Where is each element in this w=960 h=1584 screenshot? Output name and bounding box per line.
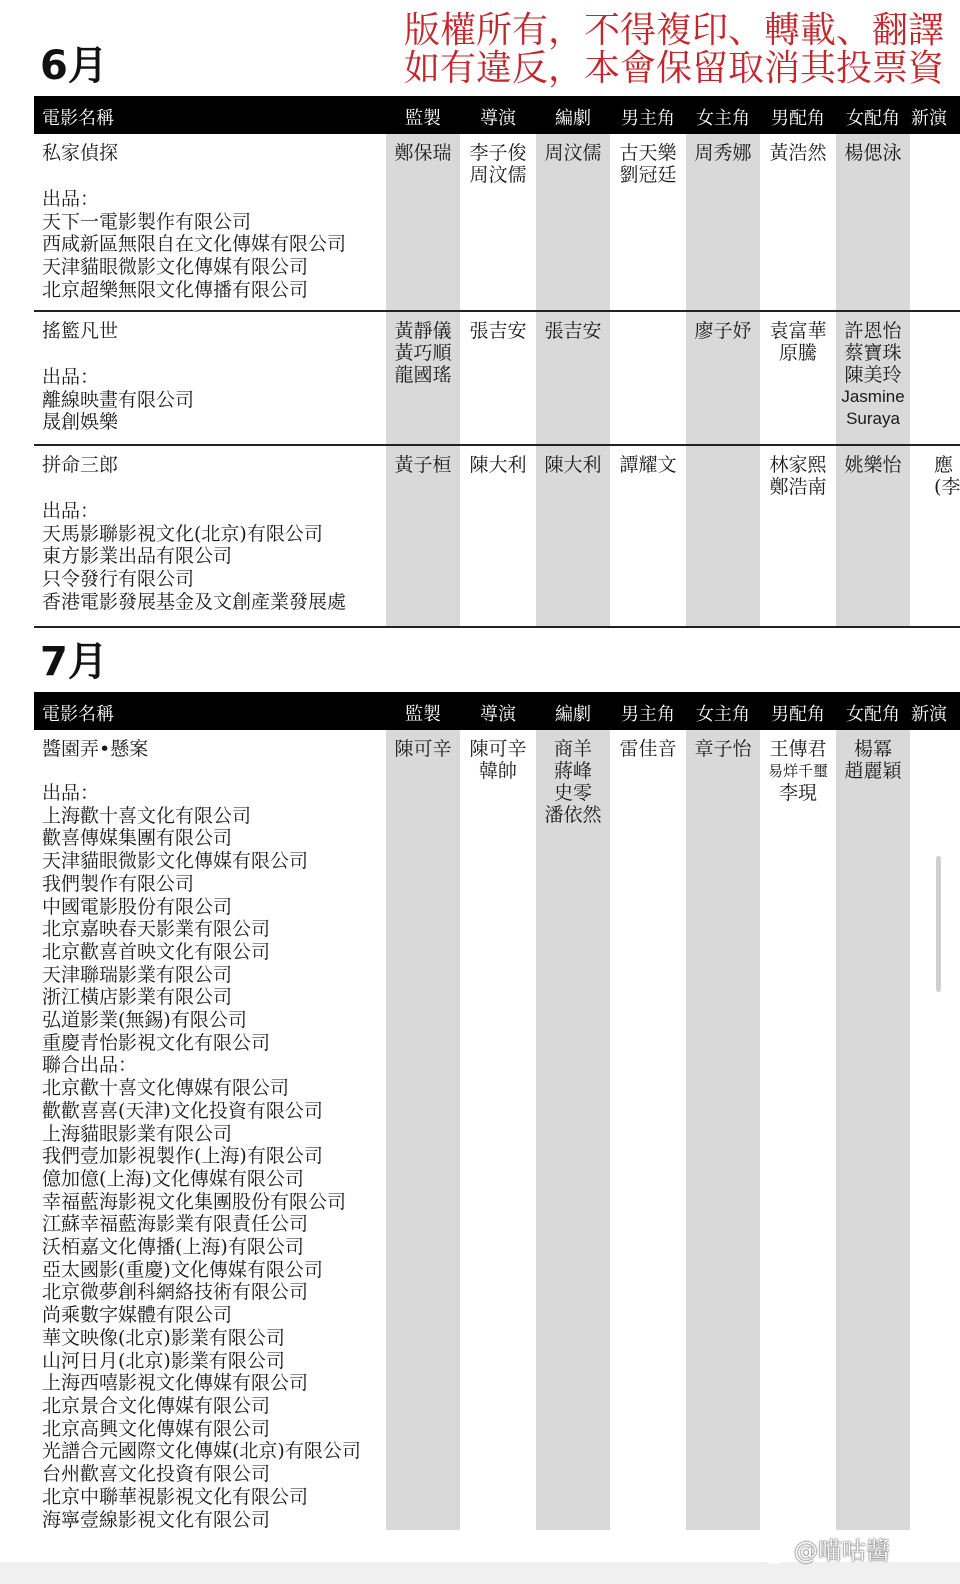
cell-producer [386, 142, 460, 164]
film-title: 搖籃凡世 [42, 320, 119, 342]
producer-company: 天津貓眼微影文化傳媒有限公司 [42, 850, 309, 873]
header-director: 導演 [480, 704, 516, 725]
notice-line-1: 版權所有，不得複印、轉載、翻譯 [404, 10, 945, 51]
table-row [34, 730, 960, 1530]
header-supporting-actor: 男配角 [771, 704, 825, 725]
producer-company: 北京嘉映春天影業有限公司 [42, 918, 271, 941]
cell-screenwriter [536, 142, 610, 164]
producer-company: 北京景合文化傳媒有限公司 [42, 1394, 271, 1417]
nominee-name: 章子怡 [694, 738, 752, 760]
nominee-name: 韓帥 [478, 760, 517, 782]
nominee-name: 蔡寶珠 [844, 342, 902, 364]
nominee-name: 黃子桓 [394, 454, 452, 476]
nominee-name: 鄭保瑞 [394, 142, 452, 164]
cell-screenwriter [536, 738, 610, 826]
producer-company: 我們壹加影視製作(上海)有限公司 [42, 1145, 323, 1168]
nominee-name: 陳可辛 [394, 738, 452, 760]
header-actor: 男主角 [621, 108, 675, 129]
producer-company: 北京中聯華視影視文化有限公司 [42, 1485, 309, 1508]
nominee-name: 許恩怡 [844, 320, 902, 342]
producer-list [42, 500, 346, 614]
producer-company: 歡喜傳媒集團有限公司 [42, 827, 233, 850]
table-row [34, 312, 960, 444]
header-actress: 女主角 [696, 704, 750, 725]
cell-screenwriter [536, 320, 610, 342]
cell-screenwriter [536, 454, 610, 476]
producer-company: 浙江橫店影業有限公司 [42, 986, 233, 1009]
producer-company: 西咸新區無限自在文化傳媒有限公司 [42, 233, 347, 256]
producer-company: 上海歡十喜文化有限公司 [42, 804, 252, 827]
film-title: 醬園弄•懸案 [42, 738, 149, 760]
cell-supporting-actor [761, 454, 835, 498]
nominee-name: 廖子妤 [694, 320, 752, 342]
producer-list [42, 366, 194, 434]
header-film-name: 電影名稱 [42, 108, 114, 129]
co-producer-label: 聯合出品： [42, 1054, 138, 1077]
producer-company: 天下一電影製作有限公司 [42, 210, 252, 233]
cell-producer [386, 320, 460, 386]
header-screenwriter: 編劇 [555, 704, 591, 725]
producer-company: 弘道影業(無錫)有限公司 [42, 1009, 247, 1032]
producer-company: 上海西嘻影視文化傳媒有限公司 [42, 1372, 309, 1395]
producer-company: 華文映像(北京)影業有限公司 [42, 1326, 285, 1349]
cell-actor [611, 738, 685, 760]
header-screenwriter: 編劇 [555, 108, 591, 129]
nominee-name: 黃巧順 [394, 342, 452, 364]
producer-label: 出品： [42, 366, 100, 388]
header-supporting-actress: 女配角 [846, 108, 900, 129]
nominee-name: 陳可辛 [469, 738, 527, 760]
month-title-july: 7月 [40, 639, 108, 685]
copyright-notice [404, 12, 960, 88]
producer-company: 上海貓眼影業有限公司 [42, 1122, 233, 1145]
cell-director [461, 738, 535, 782]
nominee-name: 應 [934, 454, 954, 476]
nominee-name: 潘依然 [544, 804, 602, 826]
producer-list [42, 188, 346, 302]
producer-company: 天津貓眼微影文化傳媒有限公司 [42, 256, 309, 279]
nominee-name: 商羊 [553, 738, 592, 760]
producer-company: 晟創娛樂 [42, 411, 119, 434]
producer-company: 歡歡喜喜(天津)文化投資有限公司 [42, 1099, 323, 1122]
cell-new-performer [934, 454, 960, 498]
cell-actress [686, 142, 760, 164]
table-july [34, 692, 960, 1532]
header-producer: 監製 [405, 108, 441, 129]
weibo-icon [760, 1540, 788, 1564]
cell-director [461, 320, 535, 342]
notice-line-2: 如有違反，本會保留取消其投票資 [404, 48, 945, 89]
nominee-name: 林家熙 [769, 454, 827, 476]
cell-supporting-actor [761, 320, 835, 364]
nominee-name: 張吉安 [469, 320, 527, 342]
header-director: 導演 [480, 108, 516, 129]
film-title: 私家偵探 [42, 142, 119, 164]
watermark-text: @喵咕醬 [794, 1537, 890, 1565]
producer-company: 幸福藍海影視文化集團股份有限公司 [42, 1190, 347, 1213]
producer-list [42, 782, 361, 1531]
producer-company: 香港電影發展基金及文創產業發展處 [42, 590, 347, 613]
producer-company: 江蘇幸福藍海影業有限責任公司 [42, 1213, 309, 1236]
nominee-name: 譚耀文 [619, 454, 677, 476]
nominee-name: 李現 [778, 782, 817, 804]
header-supporting-actor: 男配角 [771, 108, 825, 129]
producer-company: 山河日月(北京)影業有限公司 [42, 1349, 285, 1372]
header-new-performer: 新演 [911, 704, 947, 725]
header-supporting-actress: 女配角 [846, 704, 900, 725]
nominee-name: 袁富華 [769, 320, 827, 342]
nominee-name: Suraya [846, 409, 900, 428]
nominee-name: 陳美玲 [844, 364, 902, 386]
producer-label: 出品： [42, 188, 100, 210]
cell-actor [611, 454, 685, 476]
nominee-name: 原騰 [778, 342, 817, 364]
film-title: 拼命三郎 [42, 454, 119, 476]
producer-label: 出品： [42, 782, 100, 804]
nominee-name: 黃浩然 [769, 142, 827, 164]
producer-company: 我們製作有限公司 [42, 872, 195, 895]
nominee-name: 易烊千璽 [767, 762, 828, 780]
producer-company: 光譜合元國際文化傳媒(北京)有限公司 [42, 1440, 361, 1463]
nominee-name: 雷佳音 [619, 738, 677, 760]
cell-supporting-actress [836, 738, 910, 782]
nominee-name: 王傳君 [769, 738, 827, 760]
watermark [760, 1536, 890, 1566]
cell-producer [386, 738, 460, 760]
nominee-name: 劉冠廷 [619, 164, 677, 186]
producer-company: 亞太國影(重慶)文化傳媒有限公司 [42, 1258, 323, 1281]
row-divider [34, 626, 960, 628]
cell-supporting-actor [761, 738, 835, 804]
nominee-name: 張吉安 [544, 320, 602, 342]
month-title-june: 6月 [40, 43, 108, 89]
nominee-name: 李子俊 [469, 142, 527, 164]
producer-company: 中國電影股份有限公司 [42, 895, 233, 918]
producer-company: 台州歡喜文化投資有限公司 [42, 1463, 271, 1486]
nominee-name: 古天樂 [619, 142, 677, 164]
table-header [34, 692, 960, 730]
producer-company: 沃栢嘉文化傳播(上海)有限公司 [42, 1236, 304, 1259]
cell-actor [611, 142, 685, 186]
nominee-name: 陳大利 [544, 454, 602, 476]
scrollbar[interactable] [936, 856, 941, 992]
nominee-name: 黃靜儀 [394, 320, 452, 342]
producer-company: 東方影業出品有限公司 [42, 545, 233, 568]
producer-company: 重慶青怡影視文化有限公司 [42, 1031, 271, 1054]
nominee-name: 楊冪 [853, 738, 892, 760]
cell-supporting-actress [836, 320, 910, 430]
table-row [34, 134, 960, 310]
table-header [34, 96, 960, 134]
producer-company: 北京歡十喜文化傳媒有限公司 [42, 1077, 290, 1100]
nominee-name: 鄭浩南 [769, 476, 827, 498]
nominee-name: 姚樂怡 [844, 454, 902, 476]
nominee-name: 楊偲泳 [844, 142, 902, 164]
producer-company: 北京微夢創科網絡技術有限公司 [42, 1281, 309, 1304]
cell-actress [686, 320, 760, 342]
producer-company: 離線映畫有限公司 [42, 388, 195, 411]
table-june [34, 96, 960, 628]
producer-company: 尚乘數字媒體有限公司 [42, 1304, 233, 1327]
nominee-name: 周汶儒 [544, 142, 602, 164]
producer-company: 億加億(上海)文化傳媒有限公司 [42, 1167, 304, 1190]
table-row [34, 446, 960, 626]
cell-supporting-actress [836, 142, 910, 164]
nominee-name: 史零 [553, 782, 592, 804]
header-producer: 監製 [405, 704, 441, 725]
nominee-name: 蔣峰 [553, 760, 592, 782]
producer-company: 海寧壹線影視文化有限公司 [42, 1508, 271, 1531]
producer-label: 出品： [42, 500, 100, 522]
cell-producer [386, 454, 460, 476]
cell-supporting-actress [836, 454, 910, 476]
cell-actress [686, 738, 760, 760]
cell-supporting-actor [761, 142, 835, 164]
producer-company: 只令發行有限公司 [42, 568, 195, 591]
header-new-performer: 新演 [911, 108, 947, 129]
nominee-name: 周秀娜 [694, 142, 752, 164]
nominee-name: (李 [934, 476, 960, 498]
nominee-name: 周汶儒 [469, 164, 527, 186]
cell-director [461, 142, 535, 186]
producer-company: 天津聯瑞影業有限公司 [42, 963, 233, 986]
nominee-name: Jasmine [841, 387, 905, 406]
nominee-name: 陳大利 [469, 454, 527, 476]
nominee-name: 趙麗穎 [844, 760, 902, 782]
producer-company: 北京超樂無限文化傳播有限公司 [42, 278, 309, 301]
producer-company: 北京歡喜首映文化有限公司 [42, 940, 271, 963]
header-actress: 女主角 [696, 108, 750, 129]
header-film-name: 電影名稱 [42, 704, 114, 725]
producer-company: 天馬影聯影視文化(北京)有限公司 [42, 522, 323, 545]
cell-director [461, 454, 535, 476]
header-actor: 男主角 [621, 704, 675, 725]
nominee-name: 龍國瑤 [394, 364, 452, 386]
producer-company: 北京高興文化傳媒有限公司 [42, 1417, 271, 1440]
